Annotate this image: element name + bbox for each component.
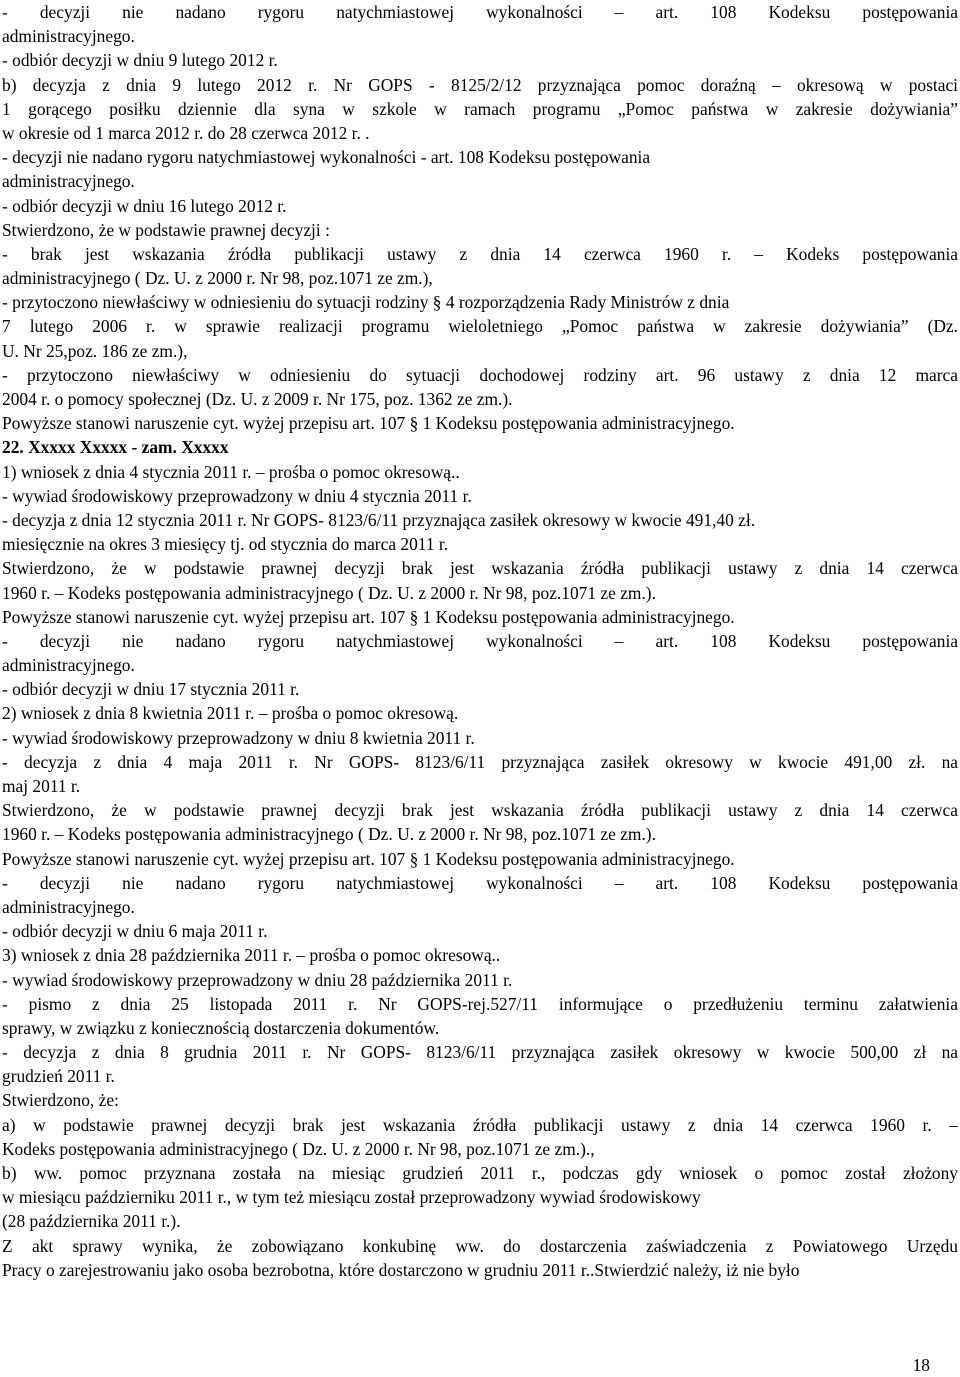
text-line: w miesiącu październiku 2011 r., w tym też miesiącu został przeprowadzony wywiad środowiskowy: [2, 1187, 701, 1208]
text-line: 1960 r. – Kodeks postępowania administracyjnego ( Dz. U. z 2000 r. Nr 98, poz.1071 ze zm.).: [2, 582, 656, 603]
text-line: - decyzja z dnia 4 maja 2011 r. Nr GOPS- 8123/6/11 przyznająca zasiłek okresowy w kwocie 491,00 zł. na: [2, 751, 958, 772]
text-line: - odbiór decyzji w dniu 6 maja 2011 r.: [2, 921, 268, 942]
text-line: Stwierdzono, że w podstawie prawnej decyzji brak jest wskazania źródła publikacji ustawy z dnia 14 czerwca: [2, 800, 958, 821]
document-page: [2, 0, 958, 1282]
text-line: administracyjnego.: [2, 26, 135, 47]
page-number: 18: [912, 1355, 930, 1375]
text-line: Stwierdzono, że w podstawie prawnej decyzji brak jest wskazania źródła publikacji ustawy z dnia 14 czerwca: [2, 558, 958, 579]
text-line: - decyzji nie nadano rygoru natychmiastowej wykonalności – art. 108 Kodeksu postępowania: [2, 2, 958, 22]
text-line: - wywiad środowiskowy przeprowadzony w dniu 8 kwietnia 2011 r.: [2, 727, 475, 748]
text-line: - decyzji nie nadano rygoru natychmiastowej wykonalności – art. 108 Kodeksu postępowania: [2, 872, 958, 893]
text-line: sprawy, w związku z koniecznością dostarczenia dokumentów.: [2, 1017, 440, 1038]
text-line: Stwierdzono, że:: [2, 1090, 119, 1111]
text-line: 2) wniosek z dnia 8 kwietnia 2011 r. – prośba o pomoc okresową.: [2, 703, 459, 724]
text-line: - decyzji nie nadano rygoru natychmiastowej wykonalności – art. 108 Kodeksu postępowania: [2, 630, 958, 651]
text-line: (28 października 2011 r.).: [2, 1211, 181, 1232]
text-line: miesięcznie na okres 3 miesięcy tj. od stycznia do marca 2011 r.: [2, 534, 449, 555]
text-line: 2004 r. o pomocy społecznej (Dz. U. z 2009 r. Nr 175, poz. 1362 ze zm.).: [2, 389, 513, 409]
text-line: - pismo z dnia 25 listopada 2011 r. Nr GOPS-rej.527/11 informujące o przedłużeniu terminu załatwienia: [2, 993, 958, 1014]
text-line: b) decyzja z dnia 9 lutego 2012 r. Nr GOPS - 8125/2/12 przyznająca pomoc doraźną – okresową w postaci: [2, 74, 958, 95]
text-line: - decyzja z dnia 8 grudnia 2011 r. Nr GOPS- 8123/6/11 przyznająca zasiłek okresowy w kwocie 500,00 zł na: [2, 1042, 958, 1063]
text-line: w okresie od 1 marca 2012 r. do 28 czerwca 2012 r. .: [2, 122, 370, 143]
text-line: grudzień 2011 r.: [2, 1066, 115, 1087]
text-line: b) ww. pomoc przyznana została na miesiąc grudzień 2011 r., podczas gdy wniosek o pomoc został złożony: [2, 1163, 958, 1183]
text-line: - odbiór decyzji w dniu 17 stycznia 2011 r.: [2, 679, 300, 700]
text-line: - przytoczono niewłaściwy w odniesieniu do sytuacji dochodowej rodziny art. 96 ustawy z dnia 12 marca: [2, 364, 958, 385]
text-line: Z akt sprawy wynika, że zobowiązano konkubinę ww. do dostarczenia zaświadczenia z Powiatowego Urzędu: [2, 1235, 958, 1256]
text-line: administracyjnego.: [2, 896, 135, 917]
text-line: administracyjnego.: [2, 171, 135, 192]
text-line: - decyzji nie nadano rygoru natychmiastowej wykonalności - art. 108 Kodeksu postępowania: [2, 147, 651, 168]
text-line: - brak jest wskazania źródła publikacji ustawy z dnia 14 czerwca 1960 r. – Kodeks postępowania: [2, 243, 958, 264]
text-line: Kodeks postępowania administracyjnego ( Dz. U. z 2000 r. Nr 98, poz.1071 ze zm.).,: [2, 1138, 595, 1159]
text-line: 1 gorącego posiłku dziennie dla syna w szkole w ramach programu „Pomoc państwa w zakresie dożywiania”: [2, 98, 958, 119]
text-line: administracyjnego ( Dz. U. z 2000 r. Nr 98, poz.1071 ze zm.),: [2, 268, 433, 289]
text-line: 7 lutego 2006 r. w sprawie realizacji programu wieloletniego „Pomoc państwa w zakresie dożywiania” (Dz.: [2, 316, 958, 337]
text-line: maj 2011 r.: [2, 776, 81, 796]
text-line: - wywiad środowiskowy przeprowadzony w dniu 4 stycznia 2011 r.: [2, 485, 472, 506]
text-line: Stwierdzono, że w podstawie prawnej decyzji :: [2, 219, 330, 240]
text-line: 1960 r. – Kodeks postępowania administracyjnego ( Dz. U. z 2000 r. Nr 98, poz.1071 ze zm.).: [2, 824, 656, 845]
text-line: Powyższe stanowi naruszenie cyt. wyżej przepisu art. 107 § 1 Kodeksu postępowania administracyjnego.: [2, 413, 735, 434]
text-line: 1) wniosek z dnia 4 stycznia 2011 r. – prośba o pomoc okresową..: [2, 461, 460, 482]
text-line: a) w podstawie prawnej decyzji brak jest wskazania źródła publikacji ustawy z dnia 14 czerwca 1960 r. –: [2, 1114, 958, 1135]
text-line: - odbiór decyzji w dniu 16 lutego 2012 r.: [2, 195, 287, 216]
text-line: - decyzja z dnia 12 stycznia 2011 r. Nr GOPS- 8123/6/11 przyznająca zasiłek okresowy w kwocie 491,40 zł.: [2, 509, 756, 530]
text-line: - przytoczono niewłaściwy w odniesieniu do sytuacji rodziny § 4 rozporządzenia Rady Ministrów z dnia: [2, 292, 730, 313]
text-line: U. Nr 25,poz. 186 ze zm.),: [2, 340, 188, 361]
text-line: 3) wniosek z dnia 28 października 2011 r. – prośba o pomoc okresową..: [2, 945, 501, 966]
text-line: administracyjnego.: [2, 655, 135, 676]
text-line: Powyższe stanowi naruszenie cyt. wyżej przepisu art. 107 § 1 Kodeksu postępowania administracyjnego.: [2, 606, 735, 627]
text-line: Pracy o zarejestrowaniu jako osoba bezrobotna, które dostarczono w grudniu 2011 r..Stwierdzić należy, iż nie było: [2, 1259, 800, 1280]
text-line: Powyższe stanowi naruszenie cyt. wyżej przepisu art. 107 § 1 Kodeksu postępowania administracyjnego.: [2, 848, 735, 869]
text-line: - wywiad środowiskowy przeprowadzony w dniu 28 października 2011 r.: [2, 969, 513, 990]
text-line: 22. Xxxxx Xxxxx - zam. Xxxxx: [2, 437, 229, 458]
text-line: - odbiór decyzji w dniu 9 lutego 2012 r.: [2, 50, 278, 71]
